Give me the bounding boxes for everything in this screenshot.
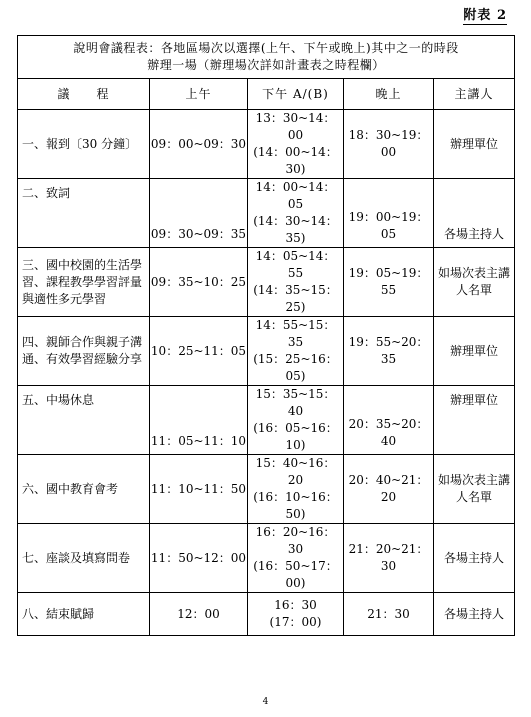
afternoon-time (248, 593, 344, 636)
afternoon-b: (14：30~14：35) (253, 214, 338, 245)
agenda-item: 四、親師合作與親子溝通、有效學習經驗分享 (18, 317, 150, 386)
afternoon-a: 14：05~14：55 (255, 249, 336, 280)
afternoon-b: (16：50~17：00) (253, 559, 338, 590)
afternoon-time (248, 317, 344, 386)
afternoon-a: 14：00~14：05 (255, 180, 336, 211)
afternoon-b: (15：25~16：05) (253, 352, 338, 383)
header-evening: 晚上 (344, 79, 434, 110)
morning-time: 11：50~12：00 (150, 524, 248, 593)
host: 如場次表主講人名單 (434, 455, 515, 524)
evening-time: 21：20~21：30 (344, 524, 434, 593)
host: 各場主持人 (434, 593, 515, 636)
afternoon-time (248, 248, 344, 317)
afternoon-time (248, 524, 344, 593)
host: 辦理單位 (434, 110, 515, 179)
afternoon-time (248, 455, 344, 524)
host: 辦理單位 (434, 386, 515, 455)
agenda-item: 三、國中校園的生活學習、課程教學學習評量與適性多元學習 (18, 248, 150, 317)
host: 各場主持人 (434, 179, 515, 248)
morning-time: 09：35~10：25 (150, 248, 248, 317)
evening-time: 19：55~20：35 (344, 317, 434, 386)
header-morning: 上午 (150, 79, 248, 110)
afternoon-a: 13：30~14：00 (255, 111, 336, 142)
afternoon-b: (16：10~16：50) (253, 490, 338, 521)
table-row (18, 179, 515, 248)
evening-time: 20：40~21：20 (344, 455, 434, 524)
morning-time: 09：30~09：35 (150, 179, 248, 248)
afternoon-time (248, 386, 344, 455)
afternoon-time (248, 110, 344, 179)
table-title-line-2: 辦理一場（辦理場次詳如計畫表之時程欄） (147, 58, 385, 72)
header-row (18, 79, 515, 110)
afternoon-a: 15：40~16：20 (255, 456, 336, 487)
afternoon-b: (17：00) (269, 615, 322, 629)
table-row (18, 110, 515, 179)
agenda-item: 五、中場休息 (18, 386, 150, 455)
evening-time: 21：30 (344, 593, 434, 636)
table-title (18, 36, 515, 79)
table-row (18, 317, 515, 386)
evening-time: 20：35~20：40 (344, 386, 434, 455)
morning-time: 11：10~11：50 (150, 455, 248, 524)
table-row (18, 248, 515, 317)
evening-time: 19：00~19：05 (344, 179, 434, 248)
table-row (18, 593, 515, 636)
title-row (18, 36, 515, 79)
agenda-table (17, 35, 515, 636)
table-title-line-1: 說明會議程表：各地區場次以選擇(上午、下午或晚上)其中之一的時段 (73, 41, 459, 55)
host: 各場主持人 (434, 524, 515, 593)
afternoon-a: 15：35~15：40 (255, 387, 336, 418)
header-afternoon: 下午 A/(B) (248, 79, 344, 110)
morning-time: 09：00~09：30 (150, 110, 248, 179)
morning-time: 10：25~11：05 (150, 317, 248, 386)
agenda-item: 七、座談及填寫問卷 (18, 524, 150, 593)
table-row (18, 455, 515, 524)
afternoon-a: 14：55~15：35 (255, 318, 336, 349)
agenda-item: 二、致詞 (18, 179, 150, 248)
header-host: 主講人 (434, 79, 515, 110)
afternoon-b: (14：00~14：30) (253, 145, 338, 176)
morning-time: 11：05~11：10 (150, 386, 248, 455)
evening-time: 18：30~19：00 (344, 110, 434, 179)
host: 辦理單位 (434, 317, 515, 386)
header-agenda: 議 程 (18, 79, 150, 110)
afternoon-b: (16：05~16：10) (253, 421, 338, 452)
afternoon-time (248, 179, 344, 248)
afternoon-a: 16：20~16：30 (255, 525, 336, 556)
agenda-item: 一、報到〔30 分鐘〕 (18, 110, 150, 179)
appendix-label: 附表 2 (463, 8, 507, 23)
table-row (18, 386, 515, 455)
agenda-item: 六、國中教育會考 (18, 455, 150, 524)
table-row (18, 524, 515, 593)
agenda-item: 八、結束賦歸 (18, 593, 150, 636)
afternoon-a: 16：30 (274, 598, 317, 612)
morning-time: 12：00 (150, 593, 248, 636)
evening-time: 19：05~19：55 (344, 248, 434, 317)
host: 如場次表主講人名單 (434, 248, 515, 317)
page-number: 4 (262, 697, 269, 707)
afternoon-b: (14：35~15：25) (253, 283, 338, 314)
